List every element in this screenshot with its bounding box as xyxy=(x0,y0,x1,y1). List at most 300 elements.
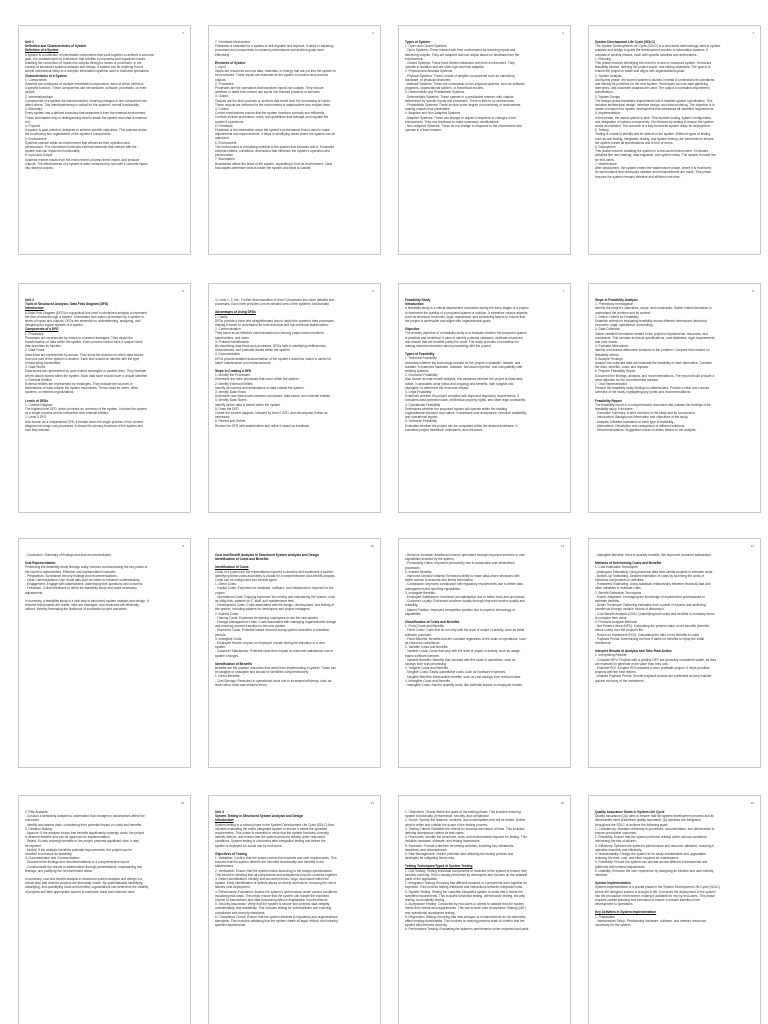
page-number: 5 xyxy=(182,289,184,293)
text-line: - Physical Systems: These consist of tangible components such as machinery, xyxy=(405,73,516,78)
section-heading: Elements of System xyxy=(215,60,246,65)
text-line: 5. Portability: Ensure the system can operate across different environments and xyxy=(595,860,708,865)
text-line: 3. Testing Criteria: Establish the criteria for success and failure of tests. This includes xyxy=(405,826,525,831)
text-line: - Market Position: Improved competitive position due to superior technology or xyxy=(405,607,516,612)
text-line: fewer labor costs and reduced errors. xyxy=(215,682,268,687)
text-line: 2. System Analysis xyxy=(595,73,622,78)
section-heading: Oral Representation xyxy=(25,561,56,566)
document-page xyxy=(18,538,191,768)
text-line: 4. Performance Evaluation: Assess the system's performance under various conditions, xyxy=(215,889,339,894)
text-line: The highest level DFD, which provides an overview of the system. It shows the system xyxy=(25,407,147,412)
text-line: estimate benefits. xyxy=(595,599,620,604)
text-line: - Executive Summary: A brief overview of the study and its conclusions. xyxy=(595,411,696,416)
text-line: Determine the main processes that occur within the system. xyxy=(215,377,300,382)
document-page xyxy=(398,283,571,513)
text-line: - Alternatives: Description and comparison of different solutions. xyxy=(595,423,685,428)
text-line: - Conduct a sensitivity analysis to understand how changes in assumptions affect the xyxy=(25,814,145,819)
text-line: organizational structure and culture. It assesses user acceptance, resource availability, xyxy=(405,411,528,416)
text-line: 3. Data Stores xyxy=(25,365,46,370)
page-number: 8 xyxy=(752,289,754,293)
text-line: volume of transactions and data processing without degradation in performance. xyxy=(215,898,329,903)
text-line: deliverables meet predefined quality standards. QA activities are integrated xyxy=(595,818,701,823)
text-line: - Feedback: Collect feedback to refine the feasibility study and make necessary xyxy=(25,586,137,591)
text-line: clear rationale for the recommended solution. xyxy=(595,377,659,382)
text-line: - Productivity Gains: Improved productivity due to automation and streamlined xyxy=(405,561,515,566)
text-line: the system meets all specifications and is free of errors. xyxy=(595,140,674,145)
text-line: - Open Systems: These interact with their environment by receiving inputs and xyxy=(405,48,516,53)
section-heading: Introduction xyxy=(25,306,44,311)
text-line: - Cost Savings: Reduction in operational costs due to increased efficiency, such as xyxy=(215,678,332,683)
section-heading: Types of System xyxy=(405,40,431,44)
text-line: 6. Environment xyxy=(215,140,237,145)
text-line: stakeholders. xyxy=(215,864,234,869)
text-line: intangible, to determine the economic impact. xyxy=(405,385,470,390)
text-line: operate in isolation and are often rigid and less adaptive. xyxy=(405,65,485,70)
page-number: 16 xyxy=(750,801,754,805)
section-heading: Advantages of Using DFDs xyxy=(215,310,256,315)
text-line: 4. Documentation and Communication: xyxy=(25,856,81,861)
text-line: goal. It is characterized by a structure that exhibits a purposeful and organized nature, xyxy=(25,56,147,61)
text-line: 4. Acceptance Testing: Conducted by end-users or clients to validate that the system xyxy=(405,902,525,907)
text-line: 2. Indirect Costs: xyxy=(215,611,239,616)
text-line: overview of the study, highlighting key points and recommendations. xyxy=(595,390,692,395)
text-line: be processed. These inputs are essential for the system to function and produce xyxy=(215,73,329,78)
text-line: - Cost-Benefit Analysis (CBA): Quantifying both costs and benefits in monetary terms xyxy=(595,611,715,616)
text-line: 4. Resources: Identify the personnel, tools, and environments required for testing. This xyxy=(405,835,527,840)
text-line: system and can impact its functionality. xyxy=(25,149,81,154)
text-line: of data being transmitted. xyxy=(25,361,61,366)
text-line: - Change Management Costs: Costs associated with managing organizational change xyxy=(215,620,337,625)
text-line: consensus through multiple rounds of discussion. xyxy=(595,607,665,612)
text-line: Examines whether the project complies with legal and regulatory requirements. It xyxy=(405,394,519,399)
text-line: 2. Reliability: Ensure that the system performs reliably under various conditions, xyxy=(595,835,708,840)
text-line: into desired outputs. xyxy=(25,166,54,171)
text-line: performance. xyxy=(215,153,234,158)
text-line: 2. Integration Testing: Ensuring that different modules or components work together as xyxy=(405,881,527,886)
text-line: reducing the time, cost, and effort required for maintenance. xyxy=(595,856,680,861)
page-number: 13 xyxy=(180,801,184,805)
text-line: to determine the viability of a proposed system or solution. It examines various aspects xyxy=(405,310,528,315)
section-heading: Key Activities in System Implementation xyxy=(595,910,657,915)
text-line: - Compare NPV: Projects with a positive NPV are generally considered viable, as they xyxy=(595,657,717,662)
text-line: 3. Problem Identification xyxy=(215,339,250,344)
page-row xyxy=(18,25,762,255)
text-line: Control mechanisms ensure that the system functions correctly and efficiently. xyxy=(215,111,325,116)
text-line: interviews, and document analysis are used. The output is a detailed requirement xyxy=(595,86,710,91)
text-line: processes and components to enhance performance and achieve goals more xyxy=(215,48,325,53)
text-line: environment. xyxy=(405,56,424,61)
text-line: - Downtime Costs: Potential losses incurred during system downtime or transition xyxy=(215,628,330,633)
text-line: A feasibility study is a critical assessment conducted during the early stages of a project xyxy=(405,306,529,311)
text-line: understand the problem and its context. xyxy=(595,310,651,315)
text-line: - Analogous Estimating: Using historical data from similar projects to estimate costs. xyxy=(595,569,714,574)
document-page xyxy=(208,283,381,513)
text-line: - Fixed Costs: Costs that do not vary with the level of output or activity, such as initial xyxy=(405,628,525,633)
text-line: people. xyxy=(25,90,36,95)
text-line: performance. The environment includes external elements that interact with the xyxy=(25,145,137,150)
text-line: and ensuring smooth transition to the new system. xyxy=(215,624,287,629)
text-line: outcomes. xyxy=(25,818,40,823)
text-line: Also known as cost-benefit analysis, this assesses whether the project is financially xyxy=(405,377,523,382)
document-page xyxy=(588,795,761,1024)
text-line: The environment is everything external to the system that interacts with it. It includes xyxy=(215,144,335,149)
text-line: based software licenses. xyxy=(405,653,440,658)
document-page xyxy=(398,25,571,255)
text-line: Determines whether the proposed system will operate within the existing xyxy=(405,406,508,411)
text-line: 7. Maintenance xyxy=(595,161,617,166)
text-line: Every system has a defined boundary that separates it from the external environment. xyxy=(25,111,147,116)
section-heading: System Testing in Structured System Analysis and Design xyxy=(215,814,304,819)
section-heading: Levels of DFDs xyxy=(25,398,49,403)
text-line: context of structured systems analysis and design, a system can be anything from a xyxy=(25,65,144,70)
document-page xyxy=(588,538,761,768)
text-line: 1. Clarity xyxy=(215,314,228,319)
text-line: feasibility criteria. xyxy=(595,352,620,357)
text-line: system still performs correctly. xyxy=(405,923,448,928)
text-line: - Customer Satisfaction: Potential short-term impact on customer satisfaction due to xyxy=(215,649,333,654)
text-line: - Employee Satisfaction: Increased job satisfaction due to better tools and processes. xyxy=(405,595,526,600)
text-line: 1. Preparation xyxy=(595,914,616,919)
page-number: 15 xyxy=(560,801,564,805)
text-line: 7. Oral Representation xyxy=(595,382,628,387)
text-line: designing the logical aspects of a system. xyxy=(25,323,84,328)
text-line: These boundaries help in distinguishing what is inside the system and what is external xyxy=(25,115,147,120)
text-line: 4. External Entities xyxy=(25,377,52,382)
text-line: - Conclusion: Summary of findings and final recommendation. xyxy=(25,553,112,557)
text-line: operates smoothly and efficiently. xyxy=(595,847,643,852)
text-line: 2. Verification: Ensure that the system works according to the design specifications. xyxy=(215,868,333,873)
text-line: processes. Each level provides a more detailed view of the system's functionality. xyxy=(215,302,330,307)
text-line: terms of inputs and outputs. DFDs are essential for understanding, analyzing, and xyxy=(25,319,141,324)
text-line: confidentiality, and availability. This includes testing for vulnerabilities and ensuring xyxy=(215,906,332,911)
text-line: activities or tasks that convert raw inputs into finished products or services. xyxy=(215,90,321,95)
text-line: programs, organizational policies, or theoretical models. xyxy=(405,86,484,91)
text-line: meets their needs and requirements. This can include User Acceptance Testing (UAT) xyxy=(405,906,526,911)
text-line: testing, and usability testing. xyxy=(405,898,446,903)
text-line: Evaluates whether the project can be completed within the desired timeframe. It xyxy=(405,423,518,428)
text-line: Processes are the operations that transform inputs into outputs. They include xyxy=(215,86,324,91)
text-line: 3. Efficiency: Optimize the system's performance and resource utilization, ensuring it xyxy=(595,843,714,848)
text-line: system is deployed for actual use by end-users. xyxy=(215,843,283,848)
text-line: capabilities enabled by the system. xyxy=(405,557,455,562)
text-line: such as unit testing, integration testing, and system testing, are performed to ensure xyxy=(595,136,714,141)
section-heading: Identification of Costs and Benefits xyxy=(215,557,269,562)
text-line: - Operational Costs: Ongoing expenses for running and maintaining the system, such xyxy=(215,594,336,599)
text-line: - Variable Costs: Costs that vary with the level of output or activity, such as usage- xyxy=(405,649,521,654)
text-line: Gather detailed information related to the project's requirements, resources, and xyxy=(595,331,708,336)
text-line: Identify the project's objectives, scope, and constraints. Gather initial information to xyxy=(595,306,712,311)
text-line: 2. Interrelationships xyxy=(25,94,53,99)
text-line: ensure predictable outcomes. xyxy=(595,831,637,836)
text-line: redundancies, and potential issues within the system. xyxy=(215,348,291,353)
text-line: as improved compliance. xyxy=(405,641,441,646)
text-line: making informed decisions about proceeding with the project. xyxy=(405,344,492,349)
text-line: and ensure that the benefits justify the costs. The study provides a foundation for xyxy=(405,339,519,344)
text-line: ensure the project is viable and aligns with organizational goals. xyxy=(595,69,686,74)
text-line: - Bottom-Up Estimating: Detailed estimation of costs by summing the costs of xyxy=(595,573,704,578)
text-line: - Reject: If costs outweigh benefits or the project presents significant risks, it may xyxy=(25,839,139,844)
text-line: individual components or activities. xyxy=(595,578,645,583)
text-line: feasibility study. It includes: xyxy=(595,407,634,412)
page-row xyxy=(18,283,762,513)
section-heading: Introduction xyxy=(215,818,234,823)
text-line: modified to enhance its feasibility. xyxy=(25,852,73,857)
text-line: 2. Define Criteria for Feasibility xyxy=(595,314,639,319)
text-line: - Document the findings and recommendations in a comprehensive report. xyxy=(25,860,130,865)
text-line: 3. Decision Making: xyxy=(25,826,53,831)
text-line: simple mechanical setup to a complex information systems used in business operations. xyxy=(25,69,150,74)
text-line: the report to stakeholders. Effective oral representation includes: xyxy=(25,569,117,574)
text-line: defining acceptance criteria for test cases. xyxy=(405,831,465,836)
text-line: 1. Objectives: Clearly define the goals of the testing phase. This includes ensuring xyxy=(405,810,521,814)
text-line: - Engagement: Engage with stakeholders, addressing their questions and concerns. xyxy=(25,582,144,587)
text-line: effectively. xyxy=(215,52,230,57)
section-heading: Feasibility Study xyxy=(405,298,431,302)
text-line: considers data protection laws, intellectual property rights, and other legal constraints. xyxy=(405,398,527,403)
text-line: function correctly. This is usually performed by developers and focuses on the smallest xyxy=(405,872,528,877)
text-line: environment. They use feedback to make necessary modifications. xyxy=(405,119,500,124)
text-line: system's operations. xyxy=(215,119,244,124)
text-line: 5. Schedule: Provide a timeline for testing activities, including key milestones, xyxy=(405,843,515,848)
document-page xyxy=(588,283,761,513)
text-line: projects with the best returns. xyxy=(595,670,637,675)
text-line: platforms with minimal adjustments. xyxy=(595,864,646,869)
text-line: 3. Level 1, 2, etc.: Further decomposition of level 0 processes into more detailed sub- xyxy=(215,298,336,302)
text-line: 1. Context Diagram xyxy=(25,402,53,407)
document-page xyxy=(18,795,191,1024)
text-line: 4. Adaptive and Non-Adaptive Systems xyxy=(405,111,461,116)
text-line: - Employee Morale: Impact on employee morale during the transition to a new xyxy=(215,641,325,646)
text-line: 5. Security Assurance: Verify that the system is secure and protects data integrity, xyxy=(215,902,330,907)
text-line: from one part of the system to another. Each flow should be labeled with the type xyxy=(25,356,140,361)
text-line: to compare their value. xyxy=(595,615,628,620)
text-line: 2. Data Flows xyxy=(25,348,45,353)
text-line: 2. Communication xyxy=(215,327,241,332)
text-line: feasibility studies, defining the project scope, and setting objectives. The goal is to xyxy=(595,65,711,70)
text-line: 1. Interpreting Results: xyxy=(595,653,628,658)
text-line: including peak loads. This helps ensure that the system can handle the expected xyxy=(215,893,329,898)
text-line: Costs in a project are the expenditures incurred to develop and implement a system. xyxy=(215,569,334,574)
document-page xyxy=(18,25,191,255)
text-line: - Non-Adaptive Systems: These do not change in response to the environment and xyxy=(405,124,522,129)
text-line: Unit 1 xyxy=(25,40,34,44)
text-line: the risks, benefits, costs, and impacts. xyxy=(595,365,649,370)
text-line: system changes. xyxy=(215,653,239,658)
text-line: 1. Cost Estimation Techniques xyxy=(595,565,638,570)
text-line: includes architectural design, interface design, and data modeling. The objective is to xyxy=(595,103,715,108)
text-line: - Compliance: Improved compliance with regulatory requirements due to better data xyxy=(405,582,523,587)
text-line: throughout the SDLC to achieve the following goals: xyxy=(595,822,669,827)
text-line: such as technical, economic, legal, operational, and scheduling factors to ensure that xyxy=(405,314,525,319)
text-line: External entities are represented by rectangles. They indicate the sources or xyxy=(25,382,133,387)
text-line: diagram into major sub-processes. It shows the primary functions of the system and xyxy=(25,423,143,428)
text-line: and operational acceptance testing. xyxy=(405,910,456,915)
text-line: viable. It calculates costs (initial and ongoing) and benefits, both tangible and xyxy=(405,381,514,386)
text-line: as a single process and its interaction with external entities. xyxy=(25,411,109,416)
text-line: 4. Maintainability: Design the system to be easily maintainable and upgradable, xyxy=(595,852,707,857)
text-line: - Preparation: Summarize the key findings and recommendations. xyxy=(25,573,118,578)
text-line: 5. Testing xyxy=(595,128,609,133)
text-line: compliance with security standards. xyxy=(215,910,266,915)
text-line: external entities, conditions, and factors that influence the system's operation and xyxy=(215,149,330,154)
text-line: - Intangible Benefits: Hard to quantify benefits, like improved customer satisfaction. xyxy=(595,553,712,557)
text-line: 4. Implementation xyxy=(595,111,621,116)
text-line: - Evaluate ROI: A higher ROI indicates a more profitable project. It helps prioritize xyxy=(595,666,710,671)
page-number: 2 xyxy=(372,31,374,35)
text-line: 1. Direct Costs: xyxy=(215,582,237,587)
text-line: 4. Operational Feasibility xyxy=(405,402,441,407)
text-line: Also known as a fundamental DFD, it breaks down the single process of the context xyxy=(25,419,143,424)
page-number: 11 xyxy=(560,544,564,548)
text-line: - Customer Loyalty: Enhanced customer loyalty through improved service quality and xyxy=(405,599,525,604)
text-line: system. xyxy=(215,645,226,650)
document-page xyxy=(398,538,571,768)
text-line: works as intended. The outcome is a fully functional system ready for deployment. xyxy=(595,124,711,129)
text-line: 6. Input and Output xyxy=(25,153,53,158)
text-line: Present the feasibility study findings to stakeholders. Provide a clear and concise xyxy=(595,386,710,391)
text-line: involves evaluating the entire integrated system to ensure it meets the specified xyxy=(215,826,328,831)
text-line: A system is a collection of interrelated components that work together to achieve a common xyxy=(25,52,155,57)
text-line: 6. Risk Management: Outline potential risks affecting the testing process and xyxy=(405,852,514,857)
text-line: system functionality, performance, security, and compliance. xyxy=(405,814,490,819)
text-line: - Approve: If the analysis shows that benefits significantly outweigh costs, the project xyxy=(25,831,145,836)
text-line: 2. Risk Analysis: xyxy=(25,810,49,814)
section-heading: Interpret Results of Analysis and Take Final Action xyxy=(595,649,672,654)
text-line: - Expert Judgment: Leveraging the knowledge of experienced professionals to xyxy=(595,594,706,599)
text-line: reliability. xyxy=(405,603,419,608)
text-line: Feedback is essential for a system to self-regulate and improve. It helps in adjusting xyxy=(215,44,334,49)
text-line: - Tangible Benefits: Measurable benefits, such as cost savings from reduced labor. xyxy=(405,674,522,679)
text-line: existing systems. xyxy=(405,369,430,374)
text-line: the flow of data through a system. It illustrates how data is processed by a system in xyxy=(25,314,144,319)
text-line: - Identify and assess risks, considering their potential impact on costs and benefits. xyxy=(25,822,142,827)
text-line: adjustments. xyxy=(25,590,44,595)
text-line: quicker recovery of the investment. xyxy=(595,678,645,683)
text-line: DFDs provide detailed documentation of the system's data flow, which is useful for xyxy=(215,356,331,361)
text-line: - Return on Investment (ROI): Calculating the ratio of net benefits to costs. xyxy=(595,632,700,637)
text-line: Review the DFD with stakeholders and refine it based on feedback. xyxy=(215,423,310,428)
text-line: requires careful planning and execution to ensure a smooth transition from xyxy=(595,898,700,903)
text-line: Unit 4 xyxy=(215,810,224,814)
text-line: They serve as an effective communication tool among project team members, xyxy=(215,331,325,336)
text-line: affect others. This interdependency is critical for the system's overall functionality. xyxy=(25,103,140,108)
text-line: 1. Fixed Costs and Benefits xyxy=(405,624,444,629)
section-heading: Classification of Costs and Benefits xyxy=(405,620,460,625)
text-line: Controls include procedures, rules, and guidelines that manage and regulate the xyxy=(215,115,329,120)
text-line: - Recommendations: Suggested course of action based on the analysis. xyxy=(595,428,697,433)
text-line: 5. Draw the DFD xyxy=(215,406,239,411)
text-line: - Variable Benefits: Benefits that increase with the scale of operations, such as xyxy=(405,657,516,662)
text-line: software purchase. xyxy=(405,632,432,637)
text-line: - Deterministic Systems: These operate in a predictable manner, with outputs xyxy=(405,94,514,99)
text-line: - Abstract Systems: These are conceptual or non-physical systems, such as software xyxy=(405,82,525,87)
text-line: operate in a fixed manner. xyxy=(405,128,442,133)
text-line: 6. Usability: Enhance the user experience by designing an intuitive and user-friendly xyxy=(595,868,714,873)
text-line: 1. Direct Benefits: xyxy=(215,674,241,679)
text-line: 1. Open and Closed Systems xyxy=(405,44,447,49)
section-heading: Types of Feasibility xyxy=(405,352,435,357)
text-line: is practical and beneficial. It aims to identify potential obstacles, estimate resources, xyxy=(405,335,524,340)
text-line: activities like user training, data migration, and system setup. The system is made live xyxy=(595,153,716,158)
section-heading: Identification of Costs xyxy=(215,565,249,570)
text-line: 2. Benefit Estimation Techniques xyxy=(595,590,642,595)
text-line: processes. xyxy=(405,565,421,570)
text-line: standards. This includes validating that the system meets all legal, ethical, and industry- xyxy=(215,919,339,924)
text-line: 6. Prepare Feasibility Report xyxy=(595,369,636,374)
text-line: These outputs are delivered to the environment or stakeholders who require them. xyxy=(215,102,331,107)
document-page xyxy=(398,795,571,1024)
text-line: Data flows are represented by arrows. They show the direction in which data moves xyxy=(25,352,144,357)
text-line: 1. Validation: Confirm that the system meets the business and user requirements. This xyxy=(215,856,337,861)
text-line: - Delphi Technique: Gathering estimates from a panel of experts and achieving xyxy=(595,603,706,608)
text-line: 4. Intangible Costs and Benefits xyxy=(405,678,451,683)
text-line: specified requirements. This includes functional testing, performance testing, security xyxy=(405,893,525,898)
text-line: critical step that ensures projects are financially viable. By systematically identifying, xyxy=(25,881,144,886)
text-line: 3. Intangible Costs: xyxy=(215,636,243,641)
page-number: 7 xyxy=(562,289,564,293)
page-number: 12 xyxy=(750,544,754,548)
text-line: future maintenance and enhancements. xyxy=(215,360,272,365)
text-line: 2. Scope: Specify the features, modules, and functionalities that will be tested. Define xyxy=(405,818,526,823)
text-line: interface. xyxy=(595,873,609,878)
text-line: - Clear Communication: Use visual aids such as slides to enhance understanding. xyxy=(25,578,141,583)
text-line: making outputs less predictable. xyxy=(405,107,451,112)
text-line: be rejected. xyxy=(25,843,42,848)
text-line: Identifying these costs accurately is crucial for a comprehensive cost-benefit analysis. xyxy=(215,573,336,578)
text-line: how they interact. xyxy=(25,428,50,433)
text-line: the project is achievable and aligns with organizational goals. xyxy=(405,319,492,324)
text-line: Data stores are represented by open-ended rectangles or parallel lines. They illustrate xyxy=(25,369,147,374)
text-line: - Development Costs: Costs associated with the design, development, and testing of xyxy=(215,603,334,608)
text-line: Quality assurance (QA) aims to ensure that the system development process and its xyxy=(595,814,714,819)
text-line: Unit 2 xyxy=(25,298,34,302)
document-page xyxy=(208,795,381,1024)
text-line: transformation of data within the system. Each process should have a unique name xyxy=(25,340,143,345)
page-number: 14 xyxy=(370,801,374,805)
text-line: A Data Flow Diagram (DFD) is a graphical tool used in structured analysis to represent xyxy=(25,310,147,315)
text-line: 2. Level 0 DFD xyxy=(25,415,47,420)
text-line: minimizing the risk of failures. xyxy=(595,839,637,844)
text-line: better access to accurate and timely information. xyxy=(405,578,474,583)
text-line: 7. Feedback Mechanism xyxy=(215,40,250,44)
text-line: Analyze the collected data and evaluate the feasibility of each alternative. Consider xyxy=(595,361,713,366)
section-heading: System Implementation xyxy=(595,881,631,886)
text-line: 6. Performance Testing: Evaluating the system's performance under expected and peak xyxy=(405,927,529,932)
text-line: affect existing functionality. This involves re-running previous tests to confirm that the xyxy=(405,919,525,924)
text-line: analysis and design to guide the development process of information systems. It xyxy=(595,48,709,53)
text-line: - Infrastructure Setup: Provisioning hardware, software, and network resources xyxy=(595,918,707,923)
text-line: outputs. The effectiveness of a system is often measured by how well it converts inputs xyxy=(25,161,148,166)
text-line: 1. Identify the Processes xyxy=(215,373,250,378)
text-line: where data is stored within the system. Each data store should have a unique identifier. xyxy=(25,373,148,378)
text-line: During this phase, the current system is studied in detail to understand its operations xyxy=(595,77,715,82)
text-line: and identify its problems for the new system. Techniques such as data gathering, xyxy=(595,82,709,87)
text-line: findings, and justifying the recommended action. xyxy=(25,868,94,873)
document-page xyxy=(208,538,381,768)
text-line: specification. xyxy=(595,90,614,95)
text-line: This involves checking that all components and subsystems function correctly together. xyxy=(215,872,338,877)
text-line: This phase involves installing the system in a real-world environment. It includes xyxy=(595,149,709,154)
text-line: failures post-deployment. xyxy=(215,885,251,890)
text-line: - Net Present Value (NPV): Calculating the present value of net benefits (benefits xyxy=(595,624,710,629)
text-line: the system, including salaries for developers and project managers. xyxy=(215,607,311,612)
text-line: - Improved Decision Making: Enhanced ability to make data-driven decisions with xyxy=(405,574,520,579)
text-line: Assesses whether the technology needed for the project is available, reliable, and xyxy=(405,360,521,365)
text-line: 2. Physical and Abstract Systems xyxy=(405,69,453,74)
text-line: 4. Purpose xyxy=(25,124,41,129)
text-line: where the designed system is brought to life. It involves the deployment of the system xyxy=(595,889,716,894)
section-heading: Steps in Creating a DFD xyxy=(215,369,252,374)
